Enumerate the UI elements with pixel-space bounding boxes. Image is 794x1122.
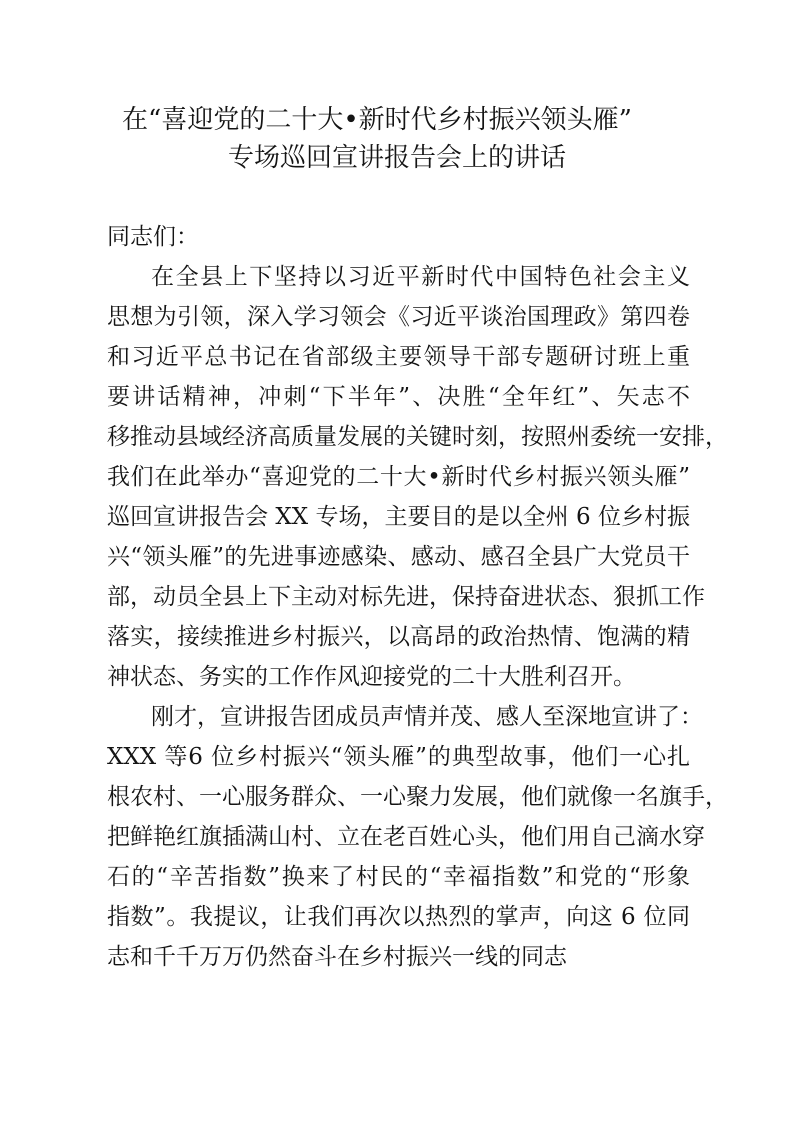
paragraph-2 bbox=[107, 697, 728, 977]
text-line: 刚才，宣讲报告团成员声情并茂、感人至深地宣讲了： bbox=[151, 704, 703, 730]
text-line: 部，动员全县上下主动对标先进，保持奋进状态、狠抓工作 bbox=[107, 584, 705, 610]
text-line: 和习近平总书记在省部级主要领导干部专题研讨班上重 bbox=[107, 344, 690, 370]
text-line: 巡回宣讲报告会 XX 专场，主要目的是以全州 6 位乡村振 bbox=[107, 504, 690, 530]
text-line: 志和千千万万仍然奋斗在乡村振兴一线的同志 bbox=[107, 944, 567, 970]
text-line: 兴“领头雁”的先进事迹感染、感动、感召全县广大党员干 bbox=[107, 544, 690, 570]
salutation: 同志们： bbox=[107, 224, 199, 250]
text-line: XXX 等6 位乡村振兴“领头雁”的典型故事，他们一心扎 bbox=[107, 744, 690, 770]
document-body bbox=[107, 217, 728, 977]
text-line: 石的“辛苦指数”换来了村民的“幸福指数”和党的“形象 bbox=[107, 864, 690, 890]
text-line: 我们在此举办“喜迎党的二十大•新时代乡村振兴领头雁” bbox=[107, 464, 690, 490]
text-line: 在全县上下坚持以习近平新时代中国特色社会主义 bbox=[151, 264, 690, 290]
title-line: 专场巡回宣讲报告会上的讲话 bbox=[227, 143, 566, 173]
text-line: 指数”。我提议，让我们再次以热烈的掌声，向这 6 位同 bbox=[107, 904, 690, 930]
title-line: 在“喜迎党的二十大•新时代乡村振兴领头雁” bbox=[122, 105, 632, 135]
text-line: 把鲜艳红旗插满山村、立在老百姓心头，他们用自己滴水穿 bbox=[107, 824, 705, 850]
text-line: 落实，接续推进乡村振兴，以高昂的政治热情、饱满的精 bbox=[107, 624, 690, 650]
text-line: 神状态、务实的工作作风迎接党的二十大胜利召开。 bbox=[107, 664, 636, 690]
text-line: 移推动县域经济高质量发展的关键时刻，按照州委统一安排， bbox=[107, 424, 728, 450]
paragraph-1 bbox=[107, 257, 728, 697]
text-line: 思想为引领，深入学习领会《习近平谈治国理政》第四卷 bbox=[107, 304, 690, 330]
text-line: 要讲话精神，冲刺“下半年”、决胜“全年红”、矢志不 bbox=[107, 384, 690, 410]
document-title bbox=[0, 101, 794, 177]
text-line: 根农村、一心服务群众、一心聚力发展，他们就像一名旗手， bbox=[107, 784, 728, 810]
